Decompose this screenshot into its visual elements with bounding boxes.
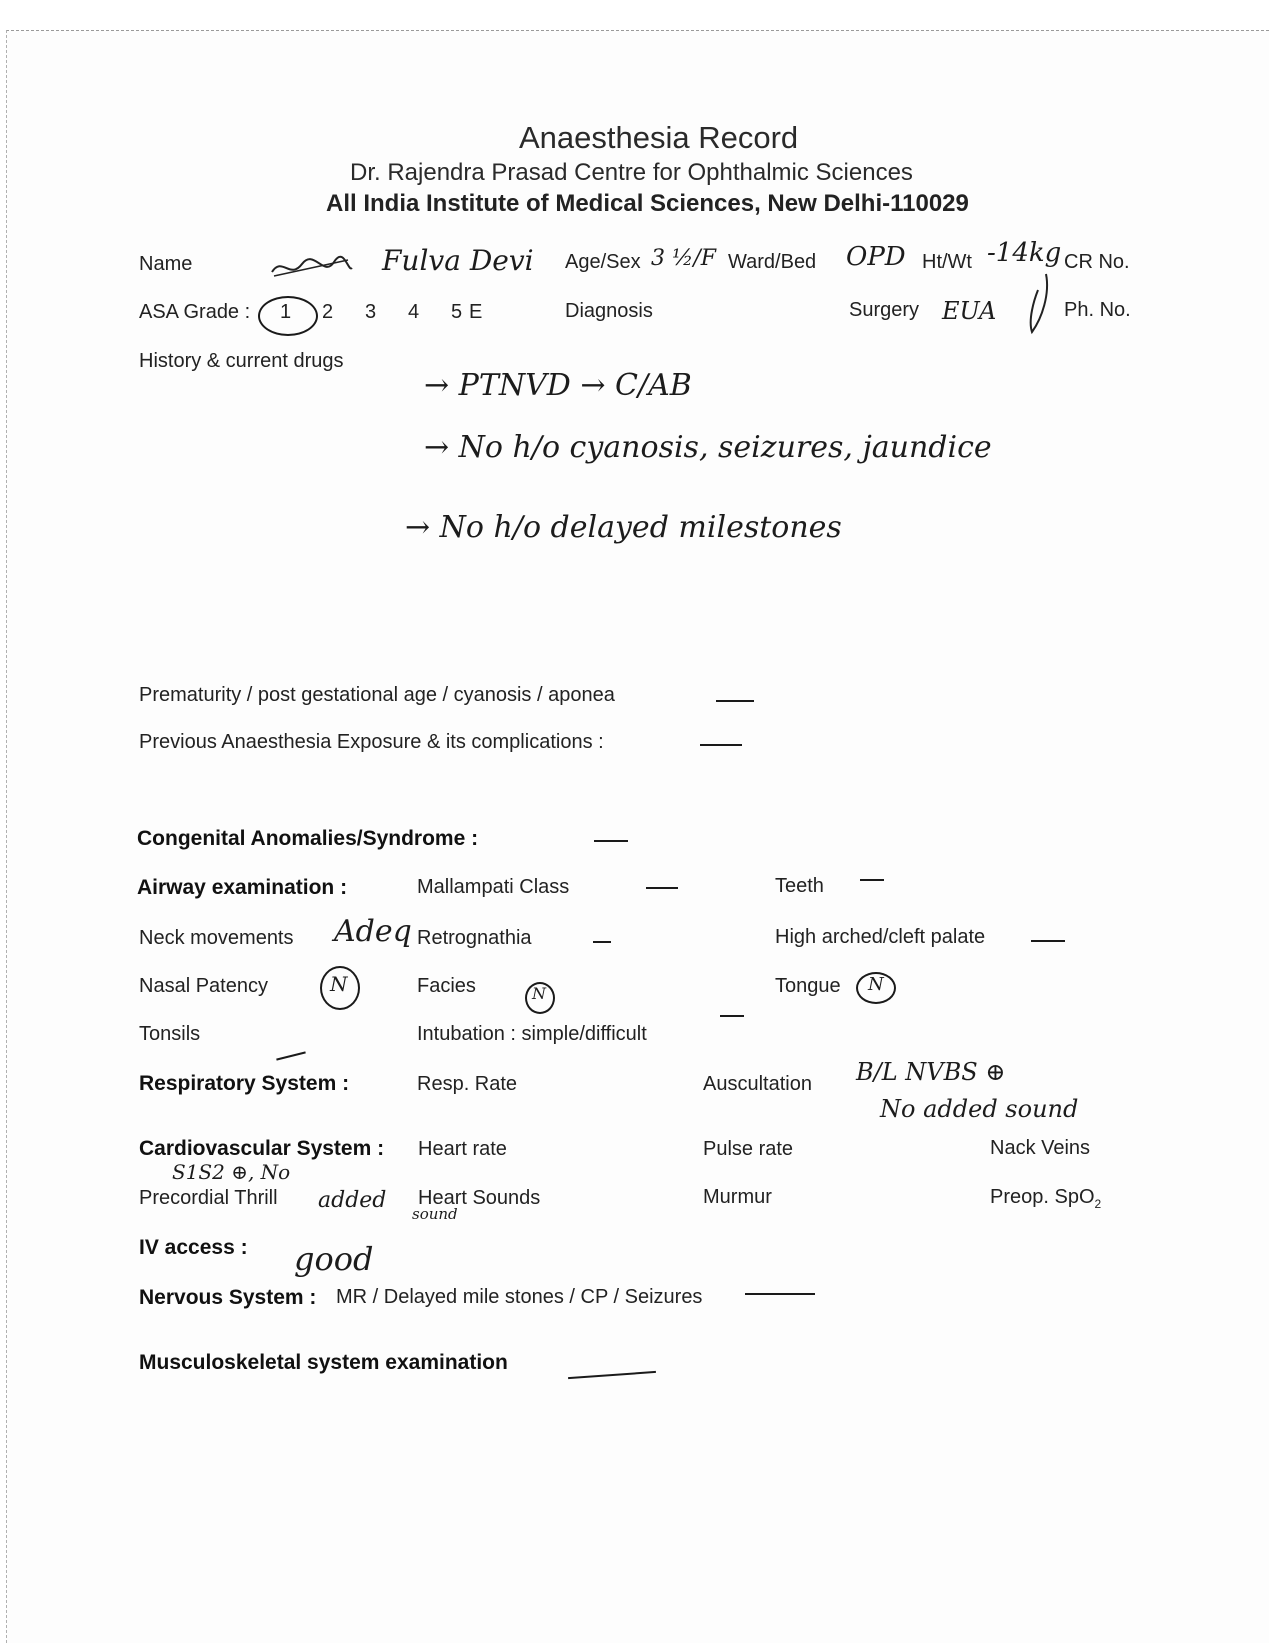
cr-no-label: CR No.: [1064, 251, 1130, 273]
heart-rate-label: Heart rate: [418, 1138, 507, 1160]
resp-rate-label: Resp. Rate: [417, 1073, 518, 1095]
neck-movements-value: Adeq: [334, 914, 412, 949]
teeth-dash: [860, 879, 884, 881]
institute-name: Dr. Rajendra Prasad Centre for Ophthalmic Sciences: [350, 159, 913, 186]
nasal-value: N: [330, 972, 348, 996]
iv-access-value: good: [294, 1240, 374, 1278]
age-sex-label: Age/Sex: [565, 251, 641, 273]
mallampati-label: Mallampati Class: [417, 876, 570, 898]
heart-sounds-label: Heart Sounds: [418, 1187, 541, 1209]
surgery-value: EUA: [942, 297, 997, 325]
neck-movements-label: Neck movements: [139, 927, 294, 949]
cardiovascular-label: Cardiovascular System :: [139, 1137, 385, 1160]
asa-option-5[interactable]: 5: [451, 301, 463, 323]
surgery-label: Surgery: [849, 299, 920, 321]
form-title: Anaesthesia Record: [519, 120, 799, 155]
pulse-rate-label: Pulse rate: [703, 1138, 794, 1160]
respiratory-label: Respiratory System :: [139, 1072, 350, 1095]
ht-wt-value: -14kg: [987, 238, 1062, 268]
tongue-value: N: [868, 974, 884, 995]
intubation-label: Intubation : simple/difficult: [417, 1023, 647, 1045]
prematurity-label: Prematurity / post gestational age / cyanosis / aponea: [139, 684, 615, 706]
precordial-thrill-label: Precordial Thrill: [139, 1187, 278, 1209]
high-arched-label: High arched/cleft palate: [775, 926, 986, 948]
musculoskeletal-label: Musculoskeletal system examination: [139, 1351, 508, 1374]
nervous-dash: [745, 1293, 815, 1295]
mallampati-dash: [646, 887, 678, 889]
auscultation-label: Auscultation: [703, 1073, 812, 1095]
scribble-icon: [268, 250, 354, 282]
pen-stroke-icon: [1024, 270, 1054, 336]
history-line-1: → PTNVD → C/AB: [424, 368, 692, 403]
nervous-label: Nervous System :: [139, 1286, 317, 1309]
institute-address: All India Institute of Medical Sciences, New Delhi-110029: [326, 190, 969, 217]
ht-wt-label: Ht/Wt: [922, 251, 972, 273]
history-label: History & current drugs: [139, 350, 344, 372]
retrognathia-dash: [593, 941, 611, 943]
heart-note-2: added: [318, 1188, 387, 1213]
ph-no-label: Ph. No.: [1064, 299, 1131, 321]
ht-wt-stroke: [1024, 270, 1054, 341]
preop-spo2-label: [990, 1186, 1101, 1211]
airway-label: Airway examination :: [137, 876, 348, 899]
history-line-2: → No h/o cyanosis, seizures, jaundice: [424, 430, 992, 465]
asa-option-e[interactable]: E: [469, 301, 483, 323]
spo2-text: Preop. SpO: [990, 1186, 1095, 1208]
congenital-label: Congenital Anomalies/Syndrome :: [137, 827, 479, 850]
retrognathia-label: Retrognathia: [417, 927, 532, 949]
asa-option-1[interactable]: 1: [280, 301, 292, 323]
ward-bed-label: Ward/Bed: [728, 251, 817, 273]
diagnosis-label: Diagnosis: [565, 300, 653, 322]
nervous-options: MR / Delayed mile stones / CP / Seizures: [336, 1286, 703, 1308]
high-arched-dash: [1031, 940, 1065, 942]
name-label: Name: [139, 253, 193, 275]
neck-veins-label: Nack Veins: [990, 1137, 1091, 1159]
facies-value: N: [532, 984, 546, 1003]
name-value: Fulva Devi: [382, 244, 534, 277]
heart-note-1: S1S2 ⊕, No: [172, 1160, 291, 1184]
asa-option-3[interactable]: 3: [365, 301, 377, 323]
congenital-dash: [594, 840, 628, 842]
heart-note-3: sound: [412, 1205, 458, 1223]
prematurity-dash: [716, 700, 754, 702]
age-sex-value: 3 ½/F: [651, 246, 716, 271]
nasal-patency-label: Nasal Patency: [139, 975, 268, 997]
iv-access-label: IV access :: [139, 1236, 248, 1259]
facies-label: Facies: [417, 975, 476, 997]
name-strikeout: [268, 250, 354, 288]
murmur-label: Murmur: [703, 1186, 772, 1208]
tongue-label: Tongue: [775, 975, 841, 997]
history-line-3: → No h/o delayed milestones: [405, 510, 842, 545]
prev-anaesthesia-dash: [700, 744, 742, 746]
asa-option-2[interactable]: 2: [322, 301, 334, 323]
asa-option-4[interactable]: 4: [408, 301, 420, 323]
auscultation-line-2: No added sound: [880, 1095, 1079, 1123]
ward-bed-value: OPD: [846, 242, 906, 272]
asa-grade-label: ASA Grade :: [139, 301, 251, 323]
tonsils-label: Tonsils: [139, 1023, 201, 1045]
auscultation-line-1: B/L NVBS ⊕: [856, 1058, 1006, 1086]
teeth-label: Teeth: [775, 875, 824, 897]
spo2-subscript: 2: [1094, 1197, 1102, 1211]
intubation-dash: [720, 1015, 744, 1017]
prev-anaesthesia-label: Previous Anaesthesia Exposure & its complications :: [139, 731, 604, 753]
